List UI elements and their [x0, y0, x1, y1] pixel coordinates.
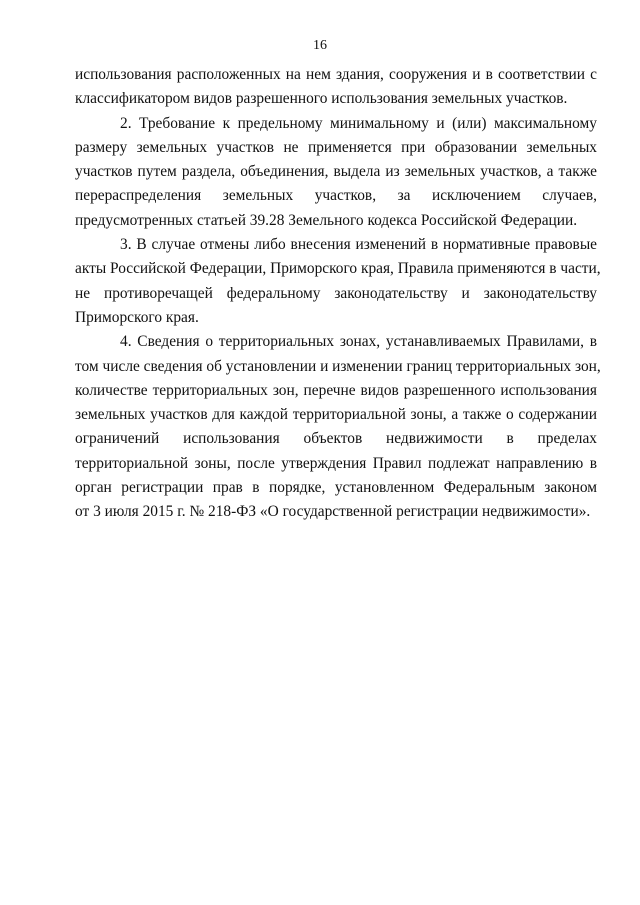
paragraph-4: [75, 330, 601, 524]
text-line: классификатором видов разрешенного использования земельных участков.: [75, 90, 568, 108]
text-line: 2. Требование к предельному минимальному и (или) максимальному: [120, 114, 597, 132]
page-number: 16: [313, 38, 327, 53]
text-line: земельных участков для каждой территориальной зоны, а также о содержании: [75, 406, 597, 424]
paragraph-continuation: [75, 63, 597, 112]
text-line: Приморского края.: [75, 308, 199, 326]
paragraph-3: [75, 233, 601, 330]
text-line: ограничений использования объектов недвижимости в пределах: [75, 430, 597, 448]
text-line: акты Российской Федерации, Приморского края, Правила применяются в части,: [75, 260, 601, 278]
text-line: 4. Сведения о территориальных зонах, устанавливаемых Правилами, в: [120, 333, 597, 351]
text-line: размеру земельных участков не применяется при образовании земельных: [75, 138, 597, 156]
text-line: орган регистрации прав в порядке, установленном Федеральным законом: [75, 479, 597, 497]
text-line: использования расположенных на нем здания, сооружения и в соответствии с: [75, 66, 597, 83]
text-line: перераспределения земельных участков, за исключением случаев,: [75, 187, 597, 205]
text-line: не противоречащей федеральному законодательству и законодательству: [75, 284, 597, 302]
text-line: предусмотренных статьей 39.28 Земельного кодекса Российской Федерации.: [75, 211, 578, 229]
text-line: том числе сведения об установлении и изменении границ территориальных зон,: [75, 357, 601, 375]
document-body: [75, 63, 601, 525]
text-line: территориальной зоны, после утверждения Правил подлежат направлению в: [75, 454, 597, 472]
text-line: от 3 июля 2015 г. № 218-ФЗ «О государственной регистрации недвижимости».: [75, 503, 591, 521]
text-line: 3. В случае отмены либо внесения изменений в нормативные правовые: [120, 236, 597, 254]
text-line: количестве территориальных зон, перечне видов разрешенного использования: [75, 381, 597, 399]
paragraph-2: [75, 112, 597, 233]
text-line: участков путем раздела, объединения, выдела из земельных участков, а также: [75, 163, 597, 181]
